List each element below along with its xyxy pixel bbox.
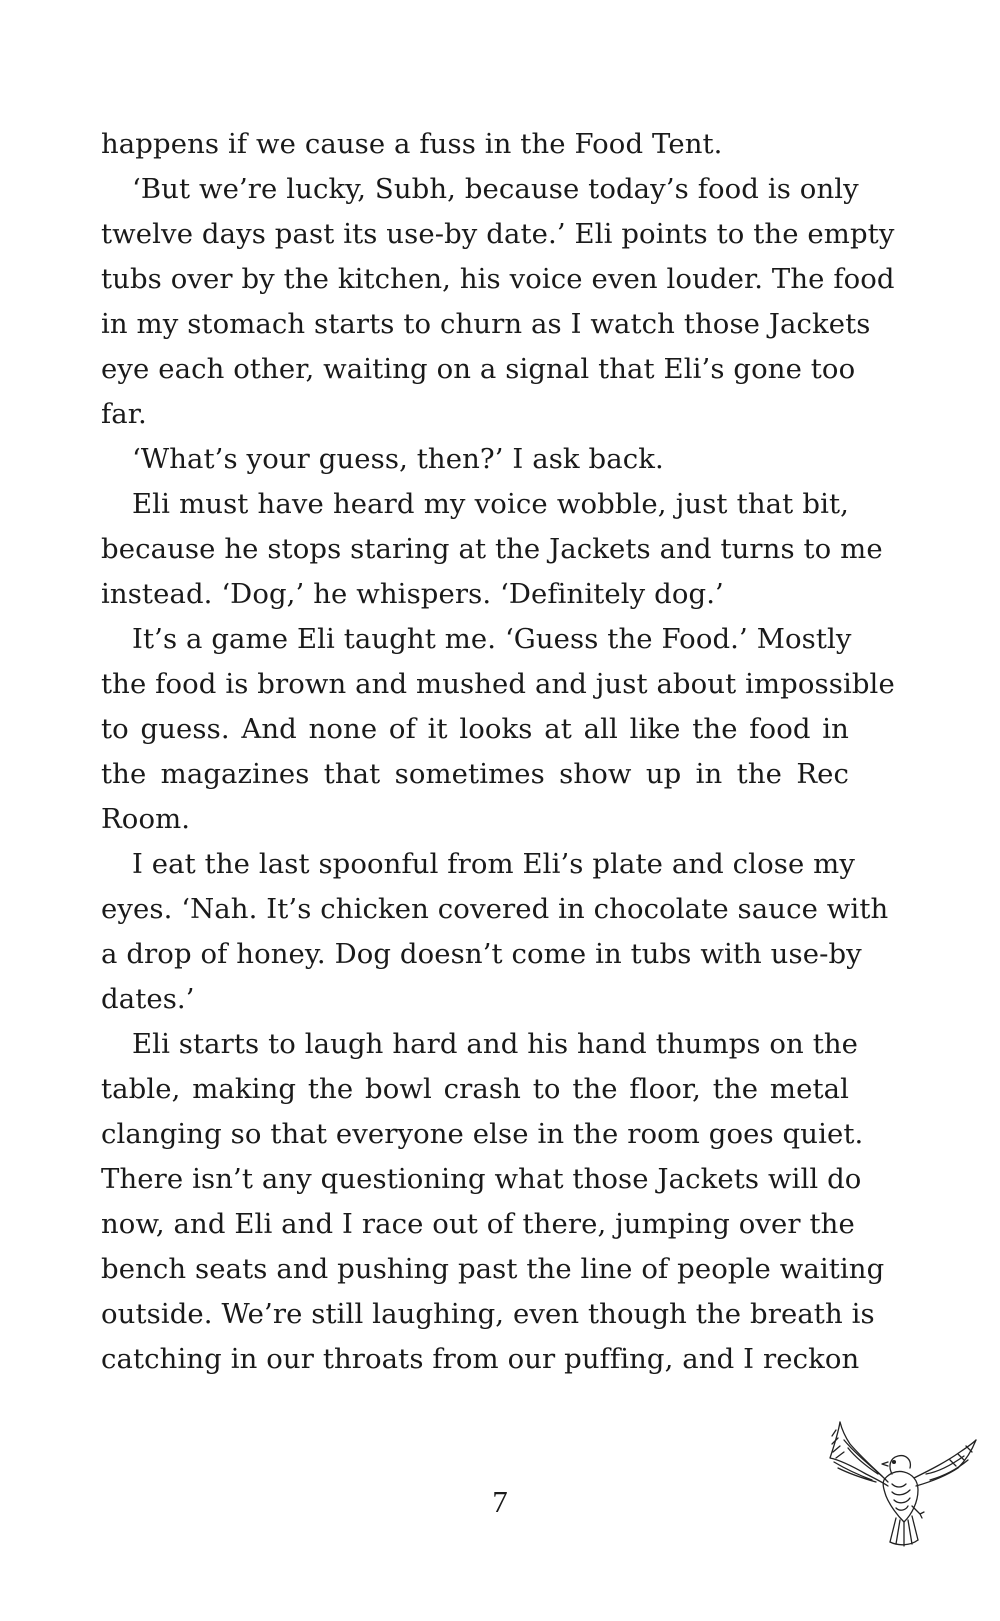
text-line: to guess. And none of it looks at all like the food in <box>101 713 849 745</box>
text-line: There isn’t any questioning what those Jackets will do <box>101 1163 862 1195</box>
text-line: clanging so that everyone else in the room goes quiet. <box>101 1118 864 1150</box>
text-line: the magazines that sometimes show up in the Rec <box>101 758 849 790</box>
text-line: ‘But we’re lucky, Subh, because today’s food is only <box>132 173 859 205</box>
text-line: instead. ‘Dog,’ he whispers. ‘Definitely dog.’ <box>101 578 724 610</box>
text-line: tubs over by the kitchen, his voice even louder. The food <box>101 263 895 295</box>
text-line: table, making the bowl crash to the floor, the metal <box>101 1073 849 1105</box>
text-line: far. <box>101 398 147 430</box>
text-line: bench seats and pushing past the line of people waiting <box>101 1253 885 1285</box>
text-line: eye each other, waiting on a signal that Eli’s gone too <box>101 353 856 385</box>
text-line: catching in our throats from our puffing, and I reckon <box>101 1343 860 1375</box>
bird-in-flight-icon <box>826 1418 981 1548</box>
text-line: dates.’ <box>101 983 195 1015</box>
text-line: a drop of honey. Dog doesn’t come in tubs with use-by <box>101 938 862 970</box>
text-line: I eat the last spoonful from Eli’s plate and close my <box>132 848 855 880</box>
text-line: twelve days past its use-by date.’ Eli points to the empty <box>101 218 895 250</box>
text-line: ‘What’s your guess, then?’ I ask back. <box>132 443 664 475</box>
text-line: eyes. ‘Nah. It’s chicken covered in chocolate sauce with <box>101 893 889 925</box>
text-line: the food is brown and mushed and just about impossible <box>101 668 895 700</box>
text-line: outside. We’re still laughing, even though the breath is <box>101 1298 875 1330</box>
text-line: now, and Eli and I race out of there, jumping over the <box>101 1208 855 1240</box>
text-line: Room. <box>101 803 191 835</box>
text-line: because he stops staring at the Jackets and turns to me <box>101 533 883 565</box>
text-line: happens if we cause a fuss in the Food Tent. <box>101 128 723 160</box>
text-line: Eli must have heard my voice wobble, just that bit, <box>132 488 849 520</box>
body-text <box>101 122 895 1382</box>
text-line: in my stomach starts to churn as I watch those Jackets <box>101 308 871 340</box>
text-line: Eli starts to laugh hard and his hand thumps on the <box>132 1028 859 1060</box>
text-line: It’s a game Eli taught me. ‘Guess the Food.’ Mostly <box>132 623 852 655</box>
page-number: 7 <box>492 1484 508 1519</box>
